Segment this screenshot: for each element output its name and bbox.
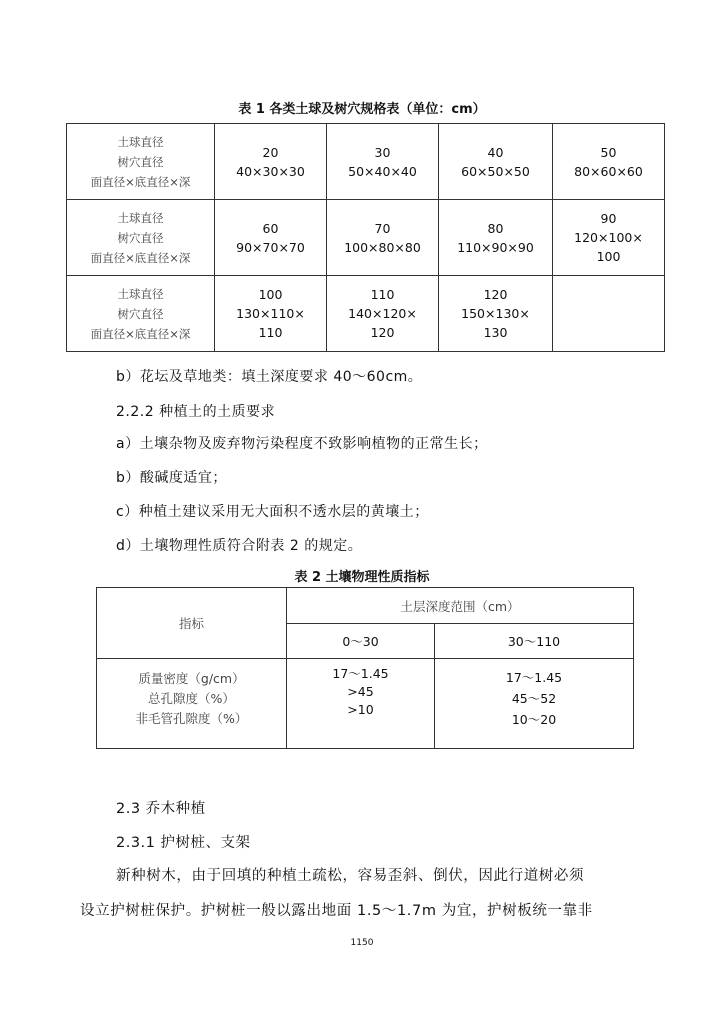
table1-cell-line: 40 [487,144,504,160]
table1-cell [553,124,665,200]
table2-soil-properties [96,587,634,749]
table1-cell-line: 130×110× [236,306,305,321]
value-total-porosity-0-30: >45 [347,684,374,699]
table1-cell-line: 80×60×60 [574,163,643,179]
table1-label-line: 土球直径 [117,286,164,301]
table1-cell-line: 30 [374,144,391,160]
value-noncapillary-0-30: >10 [347,702,374,717]
table1-label-line: 树穴直径 [117,230,164,245]
indicator-density: 质量密度（g/cm） [138,671,245,686]
table1-cell-line: 130 [483,325,508,340]
table1-caption: 表 1 各类土球及树穴规格表（单位：cm） [238,102,486,117]
table1-cell [215,276,327,352]
table1-cell-line: 100 [596,249,621,264]
table1-cell [439,124,553,200]
table2-caption: 表 2 土壤物理性质指标 [294,570,430,585]
table1-cell [327,276,439,352]
table1-cell-line: 50 [600,144,617,160]
table1-label-line: 树穴直径 [117,306,164,321]
table1-row-label [67,276,215,352]
table1-cell [215,200,327,276]
table1-cell-line: 60×50×50 [461,163,530,179]
table1-cell-line: 90 [600,211,617,226]
table1-label-line: 树穴直径 [117,154,164,169]
table1-cell-line: 110 [370,287,395,302]
line-req-a: a）土壤杂物及废弃物污染程度不致影响植物的正常生长； [116,436,488,452]
table1-cell [553,200,665,276]
table1-cell-line: 100 [258,287,283,302]
indicator-total-porosity: 总孔隙度（%） [148,691,235,706]
line-req-c: c）种植土建议采用无大面积不透水层的黄壤土； [116,504,429,520]
value-density-30-110: 17～1.45 [505,670,563,685]
table1-cell-line: 100×80×80 [344,239,421,255]
table1-cell-line: 80 [487,220,504,236]
table1-cell-line: 90×70×70 [236,239,305,255]
table1-label-line: 面直径×底直径×深 [90,174,191,189]
table1-ball-pit-spec [66,123,665,352]
heading-2-3: 2.3 乔木种植 [116,801,206,817]
table1-cell-line: 20 [262,144,279,160]
line-flowerbed-depth: b）花坛及草地类：填土深度要求 40～60cm。 [116,369,423,385]
table1-cell-line: 70 [374,220,391,236]
table1-label-line: 面直径×底直径×深 [90,326,191,341]
table1-cell-line: 60 [262,220,279,236]
header-depth-30-110: 30～110 [435,624,634,659]
table1-cell-line: 140×120× [348,306,417,321]
header-depth-range: 土层深度范围（cm） [287,588,634,624]
table1-cell [215,124,327,200]
table1-cell-line: 120 [483,287,508,302]
table1-cell-line: 110 [258,325,283,340]
table1-row [67,276,665,352]
paragraph-line-2: 设立护树桩保护。护树桩一般以露出地面 1.5～1.7m 为宜，护树板统一靠非 [80,903,593,919]
header-indicator: 指标 [97,588,287,659]
indicator-noncapillary-porosity: 非毛管孔隙度（%） [135,711,248,726]
table1-cell [439,200,553,276]
indicator-list [97,659,287,749]
table1-label-line: 土球直径 [117,134,164,149]
value-noncapillary-30-110: 10～20 [511,712,557,727]
table1-cell-line: 120×100× [574,230,643,245]
table1-cell [327,124,439,200]
heading-2-3-1: 2.3.1 护树桩、支架 [116,835,251,851]
table1-cell [553,276,665,352]
table1-cell [327,200,439,276]
line-req-b: b）酸碱度适宜； [116,470,227,486]
table1-row [67,200,665,276]
header-depth-0-30: 0～30 [287,624,435,659]
table1-cell-line: 110×90×90 [457,239,534,255]
paragraph-line-1: 新种树木，由于回填的种植土疏松，容易歪斜、倒伏，因此行道树必须 [116,868,585,884]
table1-row [67,124,665,200]
table1-cell [439,276,553,352]
table1-label-line: 面直径×底直径×深 [90,250,191,265]
line-req-d: d）土壤物理性质符合附表 2 的规定。 [116,538,363,554]
heading-2-2-2: 2.2.2 种植土的土质要求 [116,404,276,420]
table1-row-label [67,200,215,276]
table1-row-label [67,124,215,200]
table1-cell-line: 120 [370,325,395,340]
table1-label-line: 土球直径 [117,210,164,225]
value-density-0-30: 17～1.45 [332,666,389,681]
values-0-30 [287,659,435,749]
value-total-porosity-30-110: 45～52 [511,691,557,706]
values-30-110 [435,659,634,749]
table1-cell-line: 50×40×40 [348,163,417,179]
table1-cell-line: 150×130× [461,306,530,321]
page-number: 1150 [350,938,374,948]
table1-cell-line: 40×30×30 [236,163,305,179]
